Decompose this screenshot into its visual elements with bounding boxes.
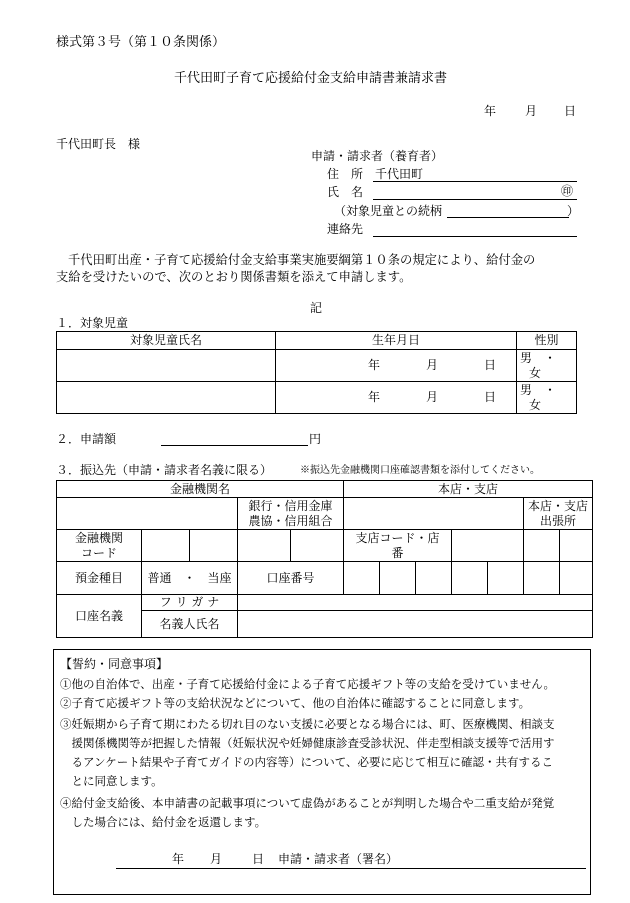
pledge-item: した場合には、給付金を返還します。 (60, 815, 267, 829)
birth-day: 日 (484, 390, 497, 405)
birthdate-cell[interactable] (276, 350, 517, 382)
section1-heading: １．対象児童 (56, 316, 129, 330)
sex-female: 女 (529, 365, 542, 380)
account-digit[interactable] (524, 562, 560, 595)
branch-type-cell[interactable] (524, 498, 593, 530)
bank-type-2: 農協・信用組合 (248, 513, 333, 528)
bank-code-digit[interactable] (238, 530, 291, 562)
sex-cell[interactable] (517, 382, 577, 414)
pledge-item: ②子育て応援ギフト等の支給状況などについて、他の自治体に確認することに同意します。 (60, 696, 531, 710)
holder-name-field[interactable] (238, 611, 593, 638)
section3-heading: ３．振込先（申請・請求者名義に限る） (56, 463, 273, 477)
sex-header: 性別 (517, 332, 577, 350)
furigana-label: フ リ ガ ナ (142, 595, 238, 611)
account-digit[interactable] (416, 562, 452, 595)
branch-code-digit[interactable] (452, 530, 524, 562)
account-digit[interactable] (344, 562, 380, 595)
contact-label: 連絡先 (327, 222, 364, 236)
child-name-cell[interactable] (57, 382, 276, 414)
deposit-type-label: 預金種目 (57, 562, 142, 595)
name-label: 氏 名 (327, 185, 364, 199)
child-name-header: 対象児童氏名 (57, 332, 276, 350)
relation-field[interactable] (447, 217, 569, 218)
birth-year: 年 (368, 358, 381, 373)
signature-underline (116, 868, 586, 869)
branch-code-digit[interactable] (524, 530, 560, 562)
signature-month: 月 (210, 852, 223, 866)
signature-year: 年 (172, 852, 185, 866)
target-child-table (56, 331, 577, 414)
bank-code-label-2: コード (80, 545, 117, 560)
bank-code-digit[interactable] (142, 530, 190, 562)
relation-close: ） (567, 204, 580, 218)
branch-header: 本店・支店 (344, 481, 593, 498)
birth-month: 月 (426, 390, 439, 405)
bank-code-label (57, 530, 142, 562)
pledge-item: ①他の自治体で、出産・子育て応援給付金による子育て応援ギフト等の支給を受けていません。 (60, 677, 555, 691)
account-digit[interactable] (380, 562, 416, 595)
intro-text-line2: 支給を受けたいので、次のとおり関係書類を添えて申請します。 (56, 270, 412, 284)
sex-cell[interactable] (517, 350, 577, 382)
sex-male: 男 (520, 383, 533, 398)
sex-dot: ・ (544, 383, 557, 398)
section3-note: ※振込先金融機関口座確認書類を添付してください。 (300, 465, 540, 476)
bank-type-cell[interactable] (238, 498, 344, 530)
pledge-item: 援関係機関等が把握した情報（妊娠状況や妊婦健康診査受診状況、伴走型相談支援等で活用す (60, 736, 555, 750)
date-day: 日 (564, 104, 577, 118)
pledge-item: るアンケート結果や子育てガイドの内容等）について、必要に応じて相互に確認・共有するこ (60, 755, 553, 769)
birth-month: 月 (426, 358, 439, 373)
branch-type-2: 出張所 (540, 513, 577, 528)
branch-code-label-2: 番 (391, 545, 404, 560)
branch-code-label-1: 支店コード・店 (355, 531, 440, 546)
bank-code-digit[interactable] (291, 530, 344, 562)
sex-male: 男 (520, 351, 533, 366)
form-title: 千代田町子育て応援給付金支給申請書兼請求書 (174, 71, 448, 86)
name-field[interactable] (373, 199, 577, 200)
intro-text-line1: 千代田町出産・子育て応援給付金支給事業実施要綱第１０条の規定により、給付金の (68, 253, 536, 267)
addressee: 千代田町長 様 (56, 137, 141, 151)
branch-code-digit[interactable] (560, 530, 593, 562)
bank-name-header: 金融機関名 (57, 481, 344, 498)
address-label: 住 所 (327, 167, 364, 181)
birth-year: 年 (368, 390, 381, 405)
bank-name-field[interactable] (57, 498, 238, 530)
pledge-item: とに同意します。 (60, 774, 163, 788)
date-month: 月 (525, 104, 538, 118)
seal-mark: ㊞ (561, 184, 574, 198)
branch-type-1: 本店・支店 (528, 499, 589, 514)
pledge-item: ④給付金支給後、本申請書の記載事項について虚偽があることが判明した場合や二重支給が発覚 (60, 796, 555, 810)
address-underline (373, 181, 577, 182)
birthdate-cell[interactable] (276, 382, 517, 414)
contact-field[interactable] (373, 236, 577, 237)
table-row (57, 350, 577, 382)
account-number-label: 口座番号 (238, 562, 344, 595)
account-digit[interactable] (560, 562, 593, 595)
bank-code-digit[interactable] (190, 530, 238, 562)
address-field[interactable]: 千代田町 (375, 167, 424, 181)
bank-code-label-1: 金融機関 (74, 531, 123, 546)
pledge-item: ③妊娠期から子育て期にわたる切れ目のない支援に必要となる場合には、町、医療機関、相談支 (60, 717, 555, 731)
sex-dot: ・ (544, 351, 557, 366)
signature-label: 申請・請求者（署名） (278, 852, 399, 866)
table-row (57, 382, 577, 414)
account-digit[interactable] (452, 562, 488, 595)
amount-field[interactable] (161, 445, 308, 446)
deposit-type-options[interactable]: 普通 ・ 当座 (142, 562, 238, 595)
date-year: 年 (484, 104, 497, 118)
child-name-cell[interactable] (57, 350, 276, 382)
amount-unit: 円 (309, 432, 322, 446)
bank-type-1: 銀行・信用金庫 (248, 499, 333, 514)
birth-day: 日 (484, 358, 497, 373)
furigana-field[interactable] (238, 595, 593, 611)
form-number: 様式第３号（第１０条関係） (56, 35, 226, 50)
ki-label: 記 (310, 301, 323, 315)
sex-female: 女 (529, 397, 542, 412)
birthdate-header: 生年月日 (276, 332, 517, 350)
pledge-heading: 【誓約・同意事項】 (60, 657, 169, 671)
bank-table (56, 480, 593, 638)
pledge-box (53, 649, 591, 895)
relation-label: （対象児童との続柄 (334, 204, 443, 218)
signature-day: 日 (252, 852, 265, 866)
section2-heading: ２．申請額 (56, 432, 117, 446)
applicant-heading: 申請・請求者（養育者） (311, 149, 444, 163)
branch-code-label (344, 530, 452, 562)
holder-name-label: 名義人氏名 (142, 611, 238, 638)
account-holder-label: 口座名義 (57, 595, 142, 638)
account-digit[interactable] (488, 562, 524, 595)
branch-name-field[interactable] (344, 498, 524, 530)
